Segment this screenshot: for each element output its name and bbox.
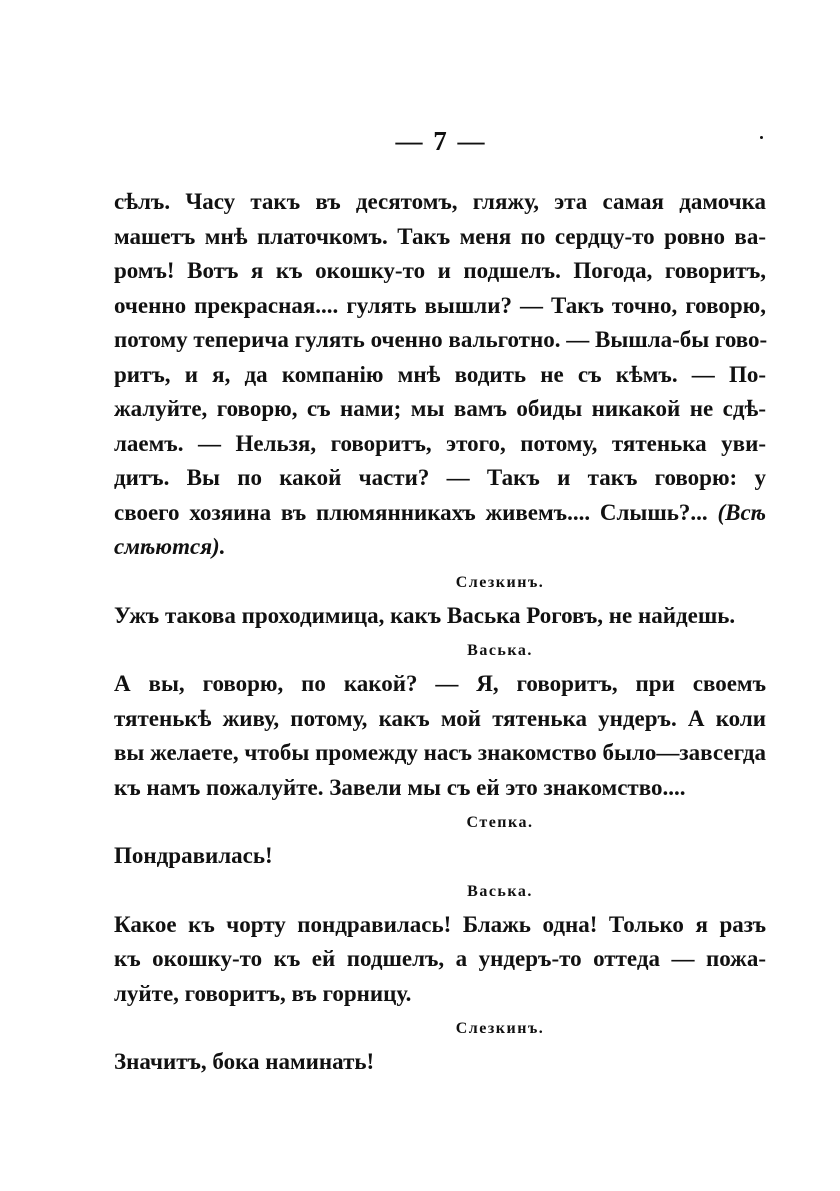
- stray-mark: [760, 136, 763, 139]
- text-line: Какое къ чорту пондравилась! Блажь одна! Только я разъ: [114, 911, 766, 937]
- text-line: луйте, говоритъ, въ горницу.: [114, 980, 412, 1006]
- speaker-heading: Слезкинъ.: [455, 1020, 545, 1037]
- speaker-heading: Васька.: [467, 882, 533, 900]
- text-line: потому теперича гулять оченно вальготно. — Вышла-бы гово-: [114, 327, 768, 352]
- text-line: оченно прекрасная.... гулять вышли? — Такъ точно, говорю,: [114, 292, 766, 318]
- paragraph-1: [114, 185, 766, 565]
- paragraph-5: [114, 908, 766, 1012]
- page-number: — 7 —: [395, 126, 487, 156]
- speaker-heading: Васька.: [467, 642, 533, 659]
- text-line-with-remark: [114, 496, 766, 531]
- text-line: къ намъ пожалуйте. Завели мы съ ей это знакомство....: [114, 774, 686, 800]
- text-line: ромъ! Вотъ я къ окошку-то и подшелъ. Погода, говоритъ,: [114, 258, 766, 283]
- text-line: А вы, говорю, по какой? — Я, говоритъ, при своемъ: [114, 671, 766, 696]
- text-line: лаемъ. — Нельзя, говоритъ, этого, потому, тятенька уви-: [114, 430, 766, 456]
- text-line: машетъ мнѣ платочкомъ. Такъ меня по сердцу-то ровно ва-: [114, 223, 766, 249]
- text-line: Значитъ, бока наминать!: [114, 1049, 375, 1074]
- text-line: сѣлъ. Часу такъ въ десятомъ, гляжу, эта самая дамочка: [114, 189, 766, 214]
- paragraph-6: [114, 1045, 766, 1080]
- text-line: ритъ, и я, да компанію мнѣ водить не съ кѣмъ. — По-: [114, 361, 766, 387]
- paragraph-2: [114, 599, 766, 634]
- text-line: Пондравилась!: [114, 843, 273, 868]
- text-line: дитъ. Вы по какой части? — Такъ и такъ говорю: у: [114, 465, 766, 490]
- paragraph-4: [114, 839, 766, 874]
- speaker-heading: Слезкинъ.: [455, 573, 545, 591]
- text-line-segment: своего хозяина въ плюмянникахъ живемъ.... Слышь?...: [114, 499, 708, 525]
- speaker-heading: Степка.: [466, 814, 534, 831]
- text-line: тятенькѣ живу, потому, какъ мой тятенька ундеръ. А коли: [114, 705, 766, 731]
- text-line: вы желаете, чтобы промежду насъ знакомство было—завсегда: [114, 740, 766, 765]
- paragraph-3: [114, 667, 766, 805]
- stage-remark: (Всѣ: [717, 499, 767, 525]
- text-line: къ окошку-то къ ей подшелъ, а ундеръ-то оттеда — пожа-: [114, 946, 766, 971]
- page-body: [114, 185, 766, 1080]
- text-line: жалуйте, говорю, съ нами; мы вамъ обиды никакой не сдѣ-: [114, 396, 766, 421]
- stage-remark-continued: смѣются).: [114, 534, 226, 559]
- text-line: Ужъ такова проходимица, какъ Васька Роговъ, не найдешь.: [114, 602, 736, 628]
